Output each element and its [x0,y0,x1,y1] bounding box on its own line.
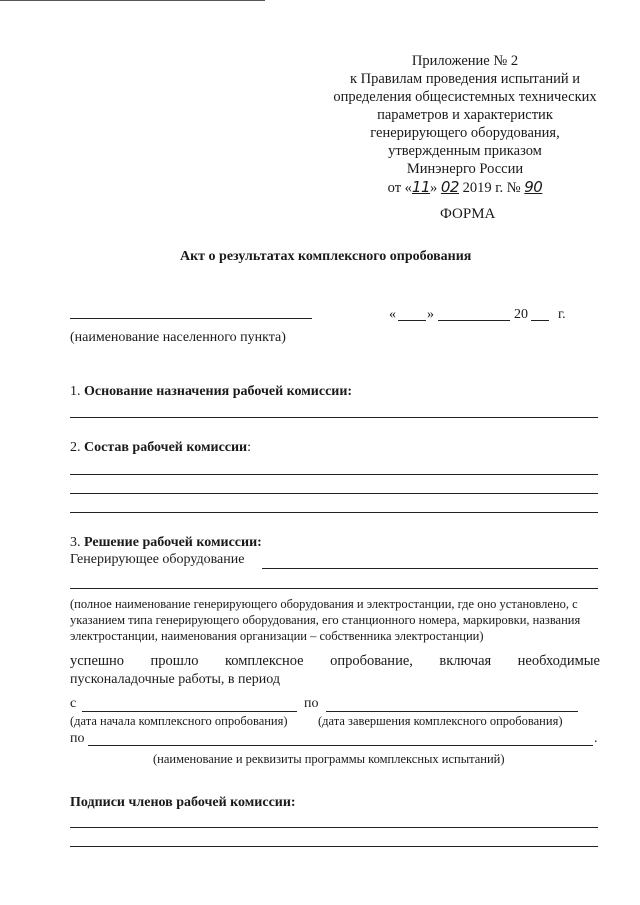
handwritten-month: 02 [440,178,459,196]
handwritten-number: 90 [524,178,543,196]
appendix-line: параметров и характеристик [377,107,553,123]
to-label: по [304,696,319,711]
equipment-label: Генерирующее оборудование [70,552,245,567]
date-day-field[interactable] [398,320,426,321]
signature-line[interactable] [70,846,598,847]
to-date-field[interactable] [326,711,578,712]
program-label: по [70,731,85,746]
appendix-line: Минэнерго России [406,161,524,177]
section-1-heading: 1. Основание назначения рабочей комиссии: [70,384,353,399]
program-dot: . [594,731,598,746]
document-title: Акт о результатах комплексного опробования [180,249,472,264]
appendix-block [330,52,600,197]
section-1-line[interactable] [70,417,598,418]
passed-sentence: успешно прошло комплексное опробование, включая необходимые [70,653,600,669]
date-year-field[interactable] [531,320,549,321]
section-2-line[interactable] [70,493,598,494]
date-day-close: » [427,307,434,322]
from-date-field[interactable] [82,711,297,712]
signature-line[interactable] [70,827,598,828]
year-prefix: 20 [514,307,528,322]
order-date-line: от «11» 02 2019 г. № 90 [387,178,543,196]
place-line[interactable] [70,318,312,319]
date-month-field[interactable] [438,320,510,321]
section-3-heading: 3. Решение рабочей комиссии: [70,535,262,550]
equipment-line[interactable] [262,568,598,569]
to-date-hint: (дата завершения комплексного опробования) [318,714,563,728]
handwritten-day: 11 [411,178,431,196]
appendix-line: генерирующего оборудования, [370,125,560,141]
date-day-open: « [389,307,396,322]
equipment-hint: (полное наименование генерирующего оборудования и электростанции, где оно установлено, с [70,597,578,611]
section-2-line[interactable] [70,512,598,513]
year-suffix: г. [558,307,566,322]
appendix-line: утвержденным приказом [388,143,542,159]
program-field[interactable] [88,745,593,746]
form-label: ФОРМА [440,206,496,222]
program-hint: (наименование и реквизиты программы комплексных испытаний) [153,752,505,766]
section-2-heading: 2. Состав рабочей комиссии: [70,440,252,455]
top-edge-rule [0,0,265,1]
signatures-heading: Подписи членов рабочей комиссии: [70,795,296,810]
equipment-hint: электростанции, наименования организации – собственника электростанции) [70,629,484,643]
equipment-hint: указанием типа генерирующего оборудования, его станционного номера, маркировки, названия [70,613,581,627]
passed-sentence-line-2: пусконаладочные работы, в период [70,672,280,687]
section-2-line[interactable] [70,474,598,475]
from-label: с [70,696,77,711]
equipment-line-2[interactable] [70,588,598,589]
appendix-line: к Правилам проведения испытаний и [349,71,581,87]
appendix-line: Приложение № 2 [411,53,519,69]
appendix-line: определения общесистемных технических [333,89,597,105]
place-hint: (наименование населенного пункта) [70,330,286,345]
from-date-hint: (дата начала комплексного опробования) [70,714,288,728]
